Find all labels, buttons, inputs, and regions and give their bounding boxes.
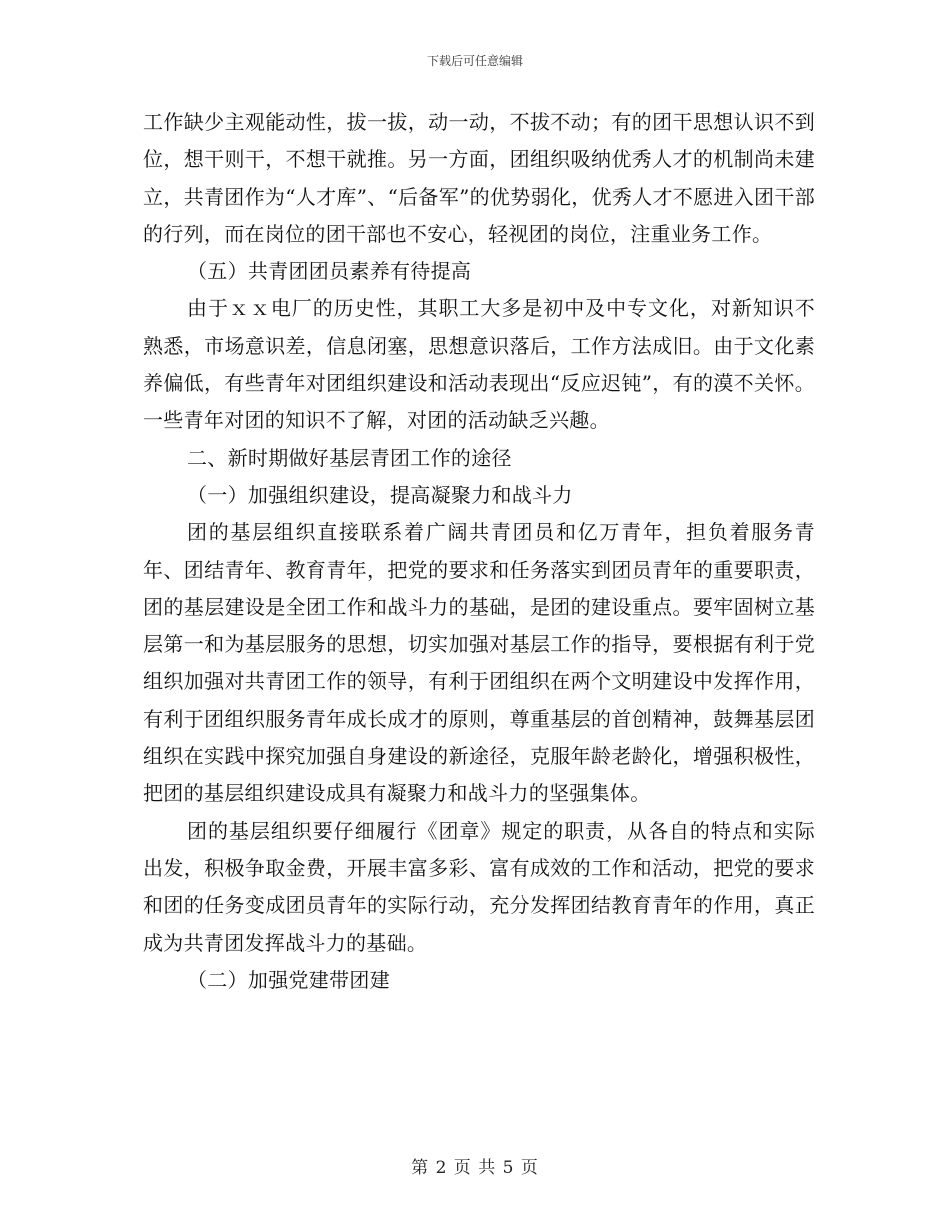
section-heading-5: （五）共青团团员素养有待提高	[187, 259, 472, 284]
paragraph-cultural-literacy: 由于ｘｘ电厂的历史性，其职工大多是初中及中专文化，对新知识不熟悉，市场意识差，信息闭塞，思想意识落后，工作方法成旧。由于文化素养偏低，有些青年对团组织建设和活动表现出“反应迟钝”，有的漠不关怀。一些青年对团的知识不了解，对团的活动缺乏兴趣。	[143, 296, 815, 433]
paragraph-grassroots-organization: 团的基层组织直接联系着广阔共青团员和亿万青年，担负着服务青年、团结青年、教育青年，把党的要求和任务落实到团员青年的重要职责，团的基层建设是全团工作和战斗力的基础，是团的建设重点。要牢固树立基层第一和为基层服务的思想，切实加强对基层工作的指导，要根据有利于党组织加强对共青团工作的领导，有利于团组织在两个文明建设中发挥作用，有利于团组织服务青年成长成才的原则，尊重基层的首创精神，鼓舞基层团组织在实践中探究加强自身建设的新途径，克服年龄老龄化，增强积极性，把团的基层组织建设成具有凝聚力和战斗力的坚强集体。	[143, 520, 815, 806]
chapter-heading-2: 二、新时期做好基层青团工作的途径	[187, 445, 512, 470]
section-heading-2: （二）加强党建带团建	[187, 967, 390, 992]
section-heading-1: （一）加强组织建设，提高凝聚力和战斗力	[187, 482, 573, 507]
page-footer: 第 2 页 共 5 页	[411, 1158, 539, 1178]
page-header: 下载后可任意编辑	[426, 54, 523, 68]
paragraph-league-charter: 团的基层组织要仔细履行《团章》规定的职责，从各自的特点和实际出发，积极争取金费，开展丰富多彩、富有成效的工作和活动，把党的要求和团的任务变成团员青年的实际行动，充分发挥团结教育青年的作用，真正成为共青团发挥战斗力的基础。	[143, 818, 815, 955]
document-body	[143, 104, 815, 999]
paragraph-continuation: 工作缺少主观能动性，拔一拔，动一动，不拔不动；有的团干思想认识不到位，想干则干，不想干就推。另一方面，团组织吸纳优秀人才的机制尚未建立，共青团作为“人才库”、“后备军”的优势弱化，优秀人才不愿进入团干部的行列，而在岗位的团干部也不安心，轻视团的岗位，注重业务工作。	[143, 110, 815, 246]
